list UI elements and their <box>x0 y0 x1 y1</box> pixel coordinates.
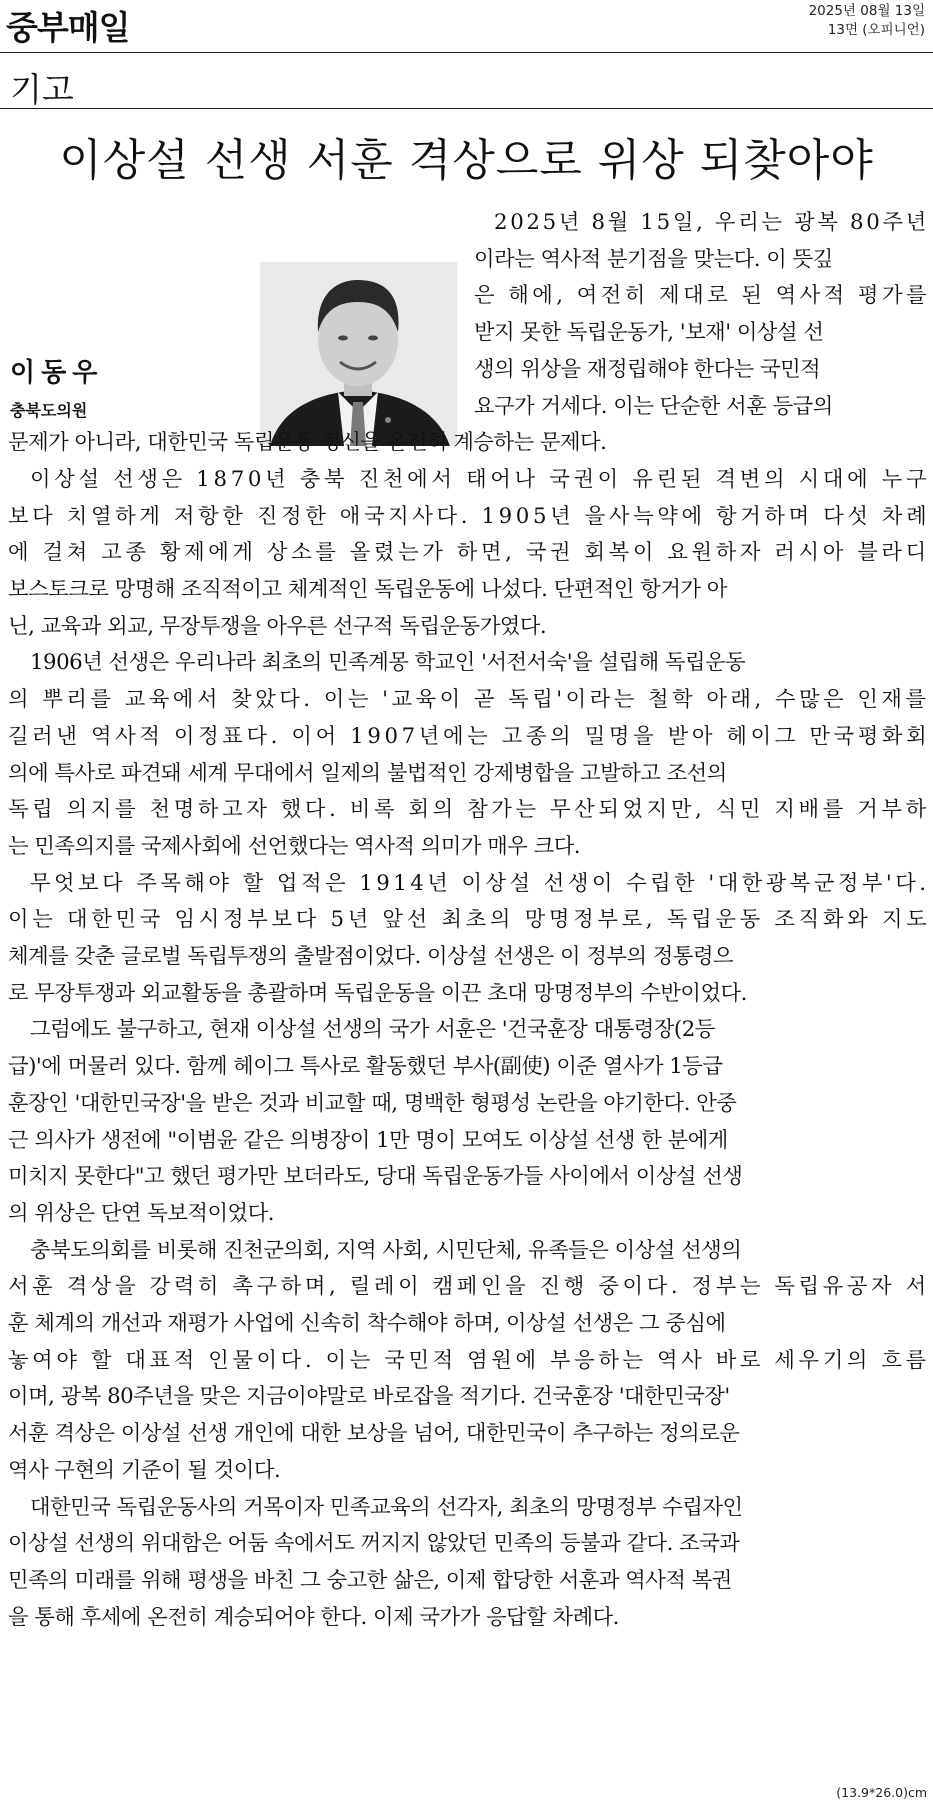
body-line: 역사 구현의 기준이 될 것이다. <box>8 1457 281 1483</box>
body-line: 의 위상은 단연 독보적이었다. <box>8 1200 274 1226</box>
body-line: 충북도의회를 비롯해 진천군의회, 지역 사회, 시민단체, 유족들은 이상설 선생의 <box>30 1237 742 1263</box>
body-line: 무엇보다 주목해야 할 업적은 1914년 이상설 선생이 수립한 '대한광복군정부'다. <box>30 870 930 896</box>
body-line: 보다 치열하게 저항한 진정한 애국지사다. 1905년 을사늑약에 항거하며 다섯 차례 <box>8 503 931 529</box>
body-line: 이라는 역사적 분기점을 맞는다. 이 뜻깊 <box>474 246 833 272</box>
body-line: 독립 의지를 천명하고자 했다. 비록 회의 참가는 무산되었지만, 식민 지배를 거부하 <box>8 797 930 823</box>
body-line: 문제가 아니라, 대한민국 독립운동 정신을 온전히 계승하는 문제다. <box>8 430 607 456</box>
body-line: 서훈 격상은 이상설 선생 개인에 대한 보상을 넘어, 대한민국이 추구하는 정의로운 <box>8 1421 740 1447</box>
body-line: 서훈 격상을 강력히 촉구하며, 릴레이 캠페인을 진행 중이다. 정부는 독립유공자 서 <box>8 1274 930 1300</box>
body-line: 닌, 교육과 외교, 무장투쟁을 아우른 선구적 독립운동가였다. <box>8 613 547 639</box>
body-line: 요구가 거세다. 이는 단순한 서훈 등급의 <box>474 393 833 419</box>
body-line: 놓여야 할 대표적 인물이다. 이는 국민적 염원에 부응하는 역사 바로 세우기의 흐름 <box>8 1347 930 1373</box>
body-line: 미치지 못한다"고 했던 평가만 보더라도, 당대 독립운동가들 사이에서 이상설 선생 <box>8 1164 743 1190</box>
body-line: 이상설 선생은 1870년 충북 진천에서 태어나 국권이 유린된 격변의 시대에 누구 <box>30 466 931 492</box>
body-line: 길러낸 역사적 이정표다. 이어 1907년에는 고종의 밀명을 받아 헤이그 만국평화회 <box>8 723 931 749</box>
body-line: 이며, 광복 80주년을 맞은 지금이야말로 바로잡을 적기다. 건국훈장 '대한민국장' <box>8 1384 730 1410</box>
body-line: 1906년 선생은 우리나라 최초의 민족계몽 학교인 '서전서숙'을 설립해 독립운동 <box>30 650 746 676</box>
newspaper-logo: 중부매일 <box>6 8 130 47</box>
body-line: 그럼에도 불구하고, 현재 이상설 선생의 국가 서훈은 '건국훈장 대통령장(2등 <box>30 1017 715 1043</box>
body-line: 의에 특사로 파견돼 세계 무대에서 일제의 불법적인 강제병합을 고발하고 조선의 <box>8 760 727 786</box>
body-line: 훈 체계의 개선과 재평가 사업에 신속히 착수해야 하며, 이상설 선생은 그 중심에 <box>8 1311 726 1336</box>
body-line: 는 민족의지를 국제사회에 선언했다는 역사적 의미가 매우 크다. <box>8 833 581 859</box>
body-line: 의 뿌리를 교육에서 찾았다. 이는 '교육이 곧 독립'이라는 철학 아래, 수많은 인재를 <box>8 687 930 713</box>
issue-date: 2025년 08월 13일 <box>808 3 925 19</box>
section-label: 기고 <box>10 70 74 109</box>
body-line: 급)'에 머물러 있다. 함께 헤이그 특사로 활동했던 부사(副使) 이준 열사가 1등급 <box>8 1054 723 1080</box>
body-line: 민족의 미래를 위해 평생을 바친 그 숭고한 삶은, 이제 합당한 서훈과 역사적 복권 <box>8 1567 732 1593</box>
article-size-note: (13.9*26.0)cm <box>836 1785 927 1800</box>
body-line: 을 통해 후세에 온전히 계승되어야 한다. 이제 국가가 응답할 차례다. <box>8 1604 619 1630</box>
body-line: 로 무장투쟁과 외교활동을 총괄하며 독립운동을 이끈 초대 망명정부의 수반이었다. <box>8 980 747 1006</box>
body-line: 받지 못한 독립운동가, '보재' 이상설 선 <box>474 320 824 346</box>
article-headline: 이상설 선생 서훈 격상으로 위상 되찾아야 <box>59 135 874 186</box>
body-line: 보스토크로 망명해 조직적이고 체계적인 독립운동에 나섰다. 단편적인 항거가 아 <box>8 577 727 602</box>
body-line: 훈장인 '대한민국장'을 받은 것과 비교할 때, 명백한 형평성 논란을 야기한다. 안중 <box>8 1090 737 1116</box>
body-line: 이상설 선생의 위대함은 어둠 속에서도 꺼지지 않았던 민족의 등불과 같다. 조국과 <box>8 1531 740 1557</box>
author-title: 충북도의원 <box>10 401 88 420</box>
body-line: 에 걸쳐 고종 황제에게 상소를 올렸는가 하면, 국권 회복이 요원하자 러시아 블라디 <box>8 540 930 566</box>
author-name: 이동우 <box>10 358 104 388</box>
body-line: 이는 대한민국 임시정부보다 5년 앞선 최초의 망명정부로, 독립운동 조직화와 지도 <box>8 907 931 933</box>
body-line: 생의 위상을 재정립해야 한다는 국민적 <box>474 356 821 382</box>
body-line: 근 의사가 생전에 "이범윤 같은 의병장이 1만 명이 모여도 이상설 선생 한 분에게 <box>8 1127 728 1153</box>
body-line: 2025년 8월 15일, 우리는 광복 80주년 <box>494 210 929 235</box>
body-line: 은 해에, 여전히 제대로 된 역사적 평가를 <box>474 283 931 309</box>
body-line: 체계를 갖춘 글로벌 독립투쟁의 출발점이었다. 이상설 선생은 이 정부의 정통령으 <box>8 944 734 969</box>
issue-page: 13면 (오피니언) <box>827 22 925 38</box>
body-line: 대한민국 독립운동사의 거목이자 민족교육의 선각자, 최초의 망명정부 수립자인 <box>30 1494 743 1520</box>
